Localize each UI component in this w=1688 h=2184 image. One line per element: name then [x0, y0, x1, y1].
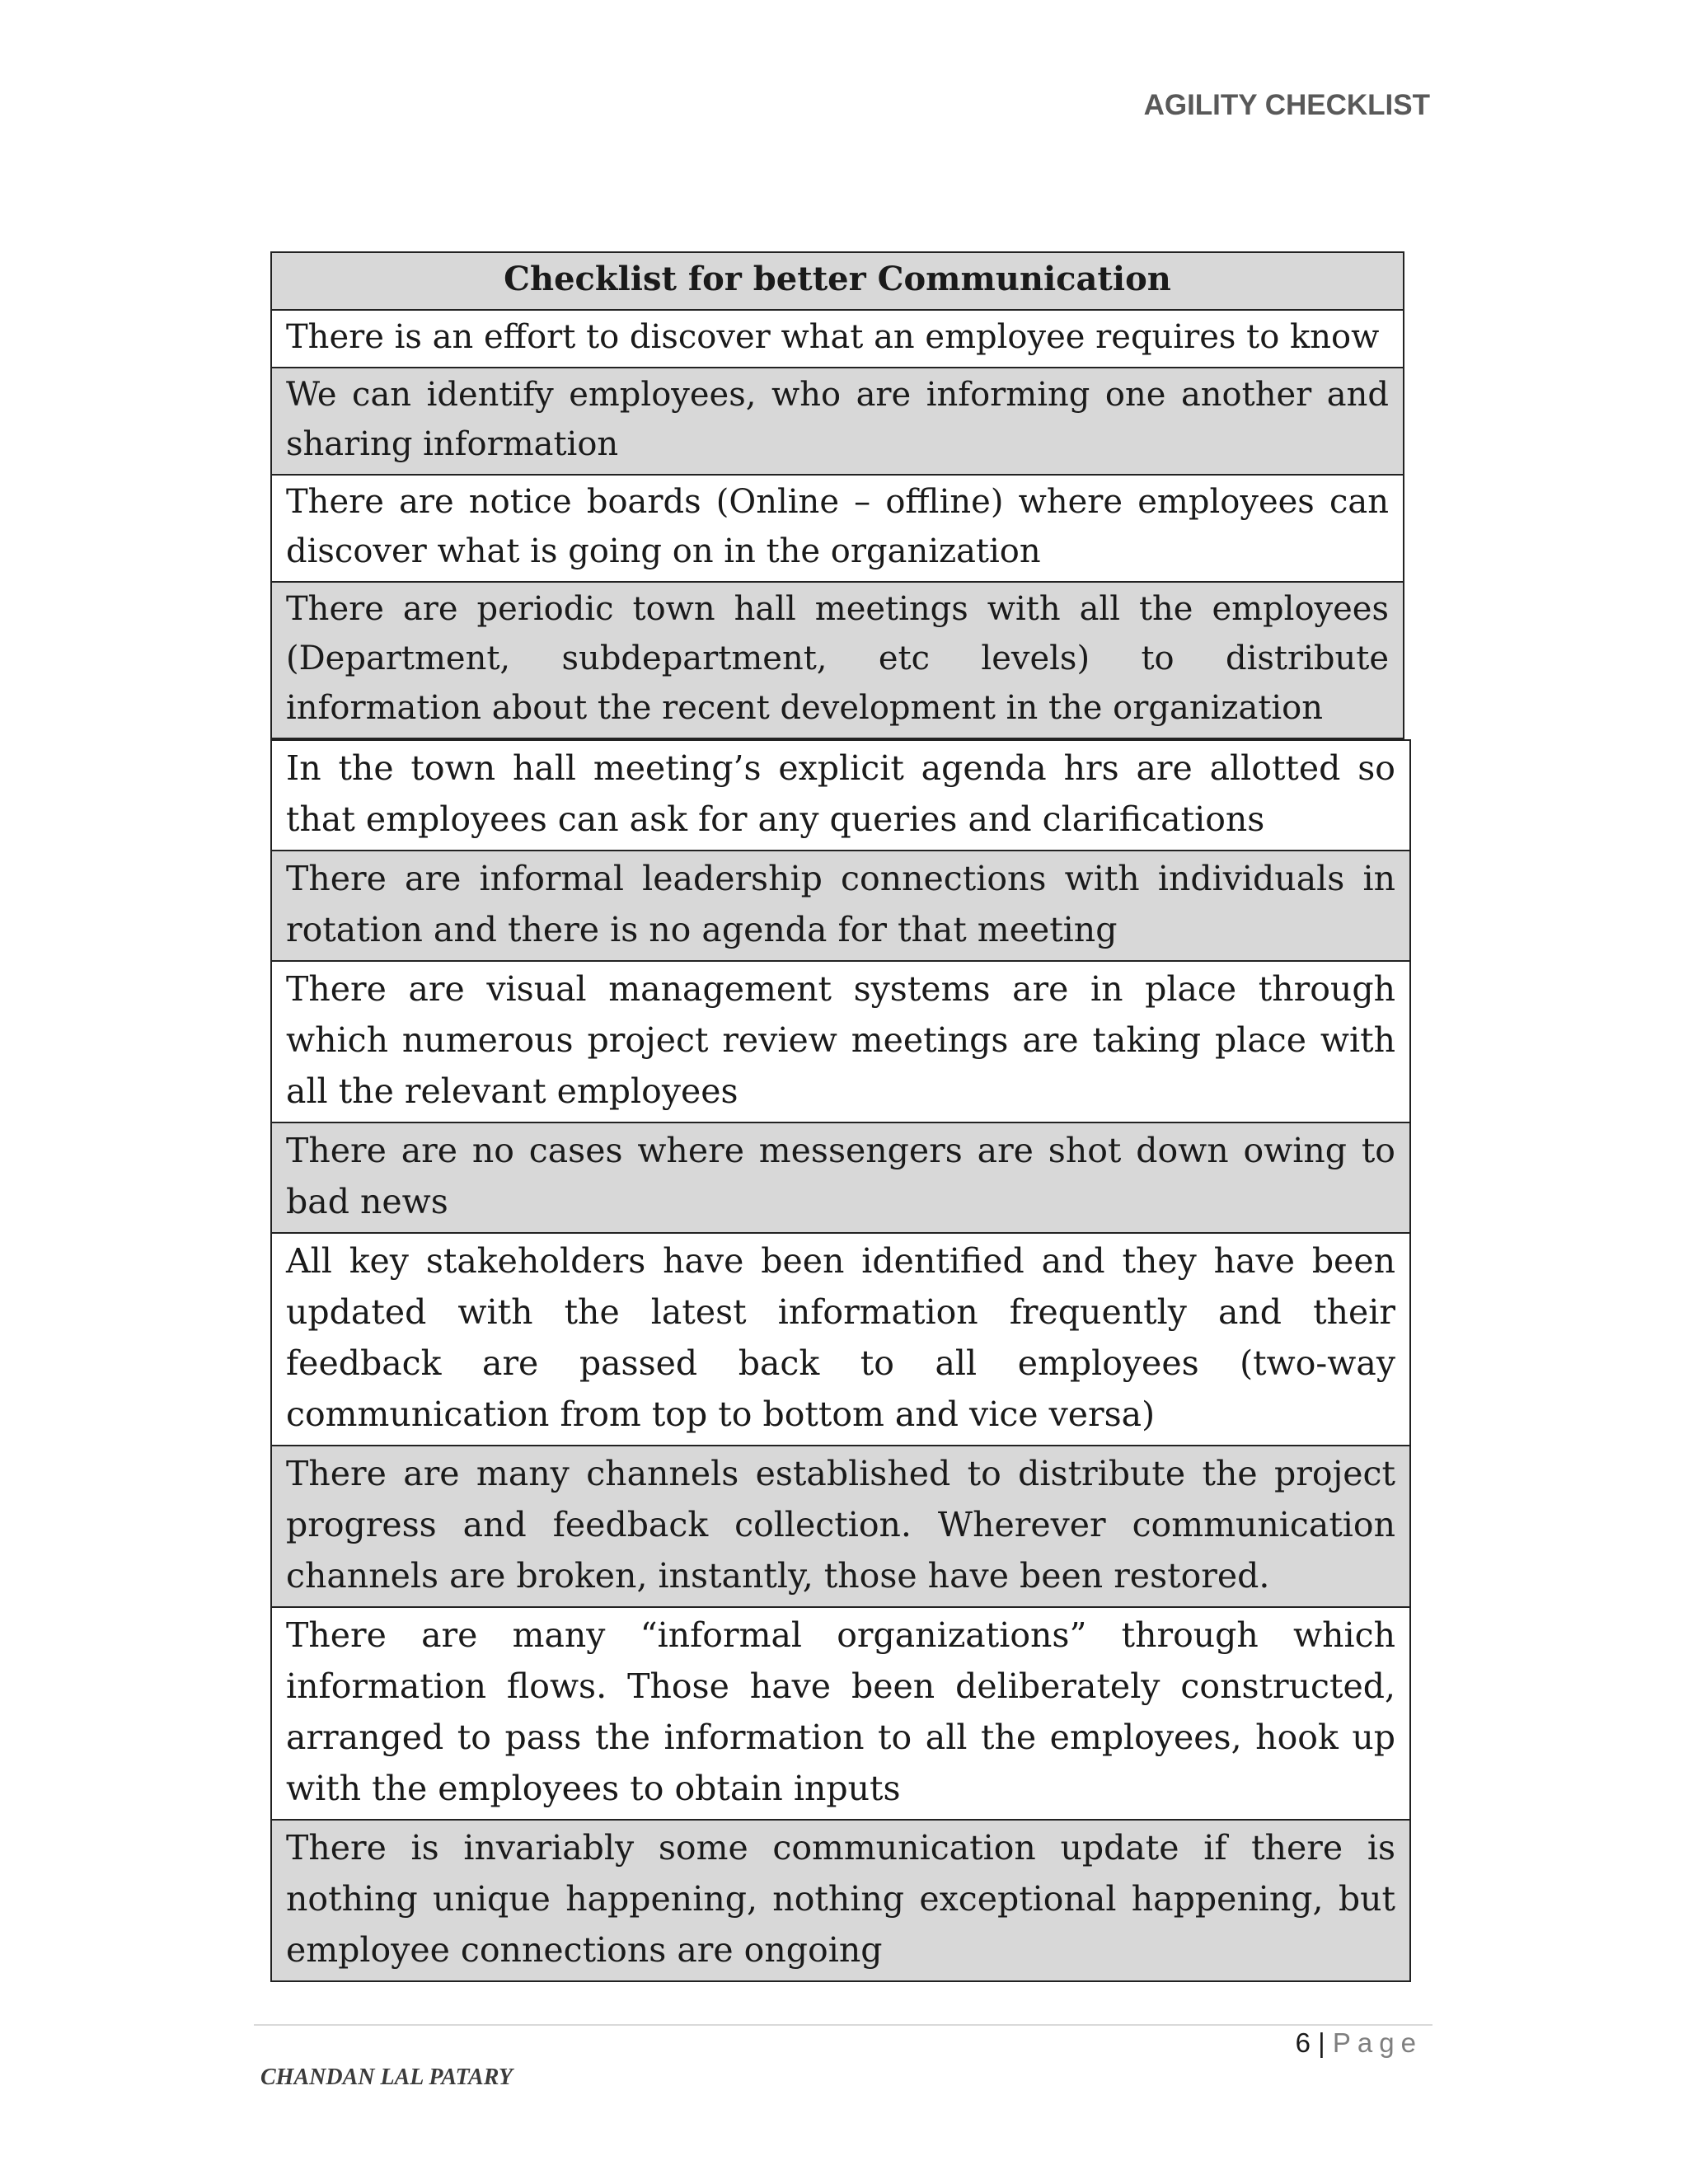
checklist-item: All key stakeholders have been identified and they have been updated with the latest information frequently and their feedback are passed back to all employees (two-way communication from top to bottom and vice versa): [271, 1233, 1410, 1446]
table-row: [271, 1233, 1410, 1446]
checklist-item: We can identify employees, who are informing one another and sharing information: [271, 368, 1404, 475]
checklist-item: There are periodic town hall meetings with all the employees (Department, subdepartment, etc levels) to distribute information about the recent development in the organization: [271, 582, 1404, 738]
table-row: [271, 582, 1404, 738]
communication-checklist-table-2: [270, 739, 1411, 1982]
communication-checklist-table-1: [270, 251, 1404, 739]
checklist-item: There are notice boards (Online – offline) where employees can discover what is going on in the organization: [271, 475, 1404, 582]
table-row: [271, 1122, 1410, 1233]
table-row: [271, 1607, 1410, 1820]
page-number: 6: [1295, 2027, 1311, 2058]
checklist-item: There is invariably some communication update if there is nothing unique happening, nothing exceptional happening, but employee connections are ongoing: [271, 1820, 1410, 1981]
table-row: [271, 475, 1404, 582]
table-heading-row: [271, 252, 1404, 310]
table-row: [271, 1446, 1410, 1607]
table-row: [271, 368, 1404, 475]
table-row: [271, 310, 1404, 368]
checklist-item: There are many “informal organizations” through which information flows. Those have been deliberately constructed, arranged to pass the information to all the employees, hook up with the employees to obtain inputs: [271, 1607, 1410, 1820]
table-row: [271, 740, 1410, 851]
checklist-item: There are informal leadership connections with individuals in rotation and there is no agenda for that meeting: [271, 851, 1410, 961]
footer-divider: [254, 2024, 1432, 2026]
checklist-item: There are visual management systems are in place through which numerous project review meetings are taking place with all the relevant employees: [271, 961, 1410, 1122]
table-row: [271, 1820, 1410, 1981]
checklist-item: There are many channels established to distribute the project progress and feedback collection. Wherever communication channels are broken, instantly, those have been restored.: [271, 1446, 1410, 1607]
table-row: [271, 851, 1410, 961]
checklist-item: There are no cases where messengers are shot down owing to bad news: [271, 1122, 1410, 1233]
running-header-title: AGILITY CHECKLIST: [1143, 89, 1430, 121]
page-separator: |: [1318, 2027, 1325, 2058]
checklist-item: There is an effort to discover what an employee requires to know: [271, 310, 1404, 368]
checklist-item: In the town hall meeting’s explicit agenda hrs are allotted so that employees can ask for any queries and clarifications: [271, 740, 1410, 851]
page-number-line: [1296, 2027, 1423, 2059]
table-heading: Checklist for better Communication: [271, 252, 1404, 310]
page-word: Page: [1332, 2027, 1423, 2058]
table-row: [271, 961, 1410, 1122]
footer-author: CHANDAN LAL PATARY: [260, 2064, 513, 2090]
